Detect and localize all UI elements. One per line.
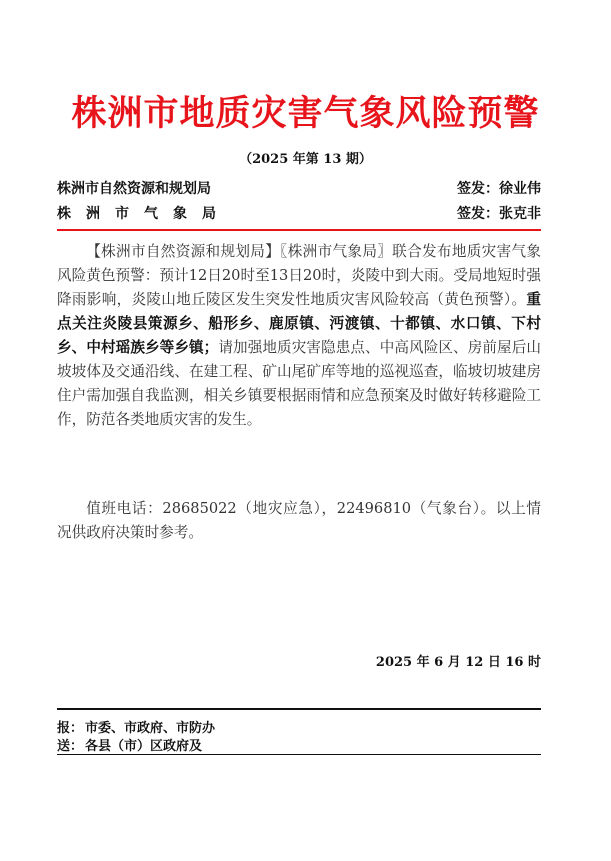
footer-divider-bottom [57, 754, 541, 755]
footer-divider-top [57, 708, 541, 710]
warning-key-towns: 重点关注炎陵县策源乡、船形乡、鹿原镇、沔渡镇、十都镇、水口镇、下村乡、中村瑶族乡等乡镇； [57, 291, 541, 356]
signer-weather: 签发：张克非 [457, 206, 541, 222]
document-title: 株洲市地质灾害气象风险预警 [71, 93, 540, 134]
warning-paragraph [57, 240, 541, 432]
report-recipients: 市委、市政府、市防办 [85, 721, 216, 736]
issuer-row-resources [57, 178, 541, 198]
issuer-row-weather [57, 203, 541, 223]
warning-tail-text: 请加强地质灾害隐患点、中高风险区、房前屋后山坡坡体及交通沿线、在建工程、矿山尾矿库等地的巡视巡查，临坡切坡建房住户需加强自我监测，相关乡镇要根据雨情和应急预案及时做好转移避险工作，防范各类地质灾害的发生。 [57, 339, 541, 428]
issuer-org-weather: 株洲市气象局 [57, 206, 231, 222]
issuer-org-resources: 株洲市自然资源和规划局 [57, 181, 211, 197]
warning-lead-text: 【株洲市自然资源和规划局】〖株洲市气象局〗联合发布地质灾害气象风险黄色预警：预计12日20时至13日20时，炎陵中到大雨。受局地短时强降雨影响，炎陵山地丘陵区发生突发性地质灾害风险较高（黄色预警）。 [57, 243, 541, 308]
header-divider [57, 229, 541, 231]
duty-phone-paragraph: 值班电话：28685022（地灾应急），22496810（气象台）。以上情况供政府决策时参考。 [57, 500, 541, 541]
issue-number: （2025 年第 13 期） [239, 152, 372, 167]
issue-date: 2025 年 6 月 12 日 16 时 [375, 655, 541, 670]
send-to-line [57, 735, 202, 754]
report-label: 报： [57, 721, 84, 736]
send-label: 送： [57, 739, 84, 754]
send-recipients: 各县（市）区政府及 [85, 739, 203, 754]
report-to-line [57, 717, 215, 736]
signer-resources: 签发：徐业伟 [457, 181, 541, 197]
